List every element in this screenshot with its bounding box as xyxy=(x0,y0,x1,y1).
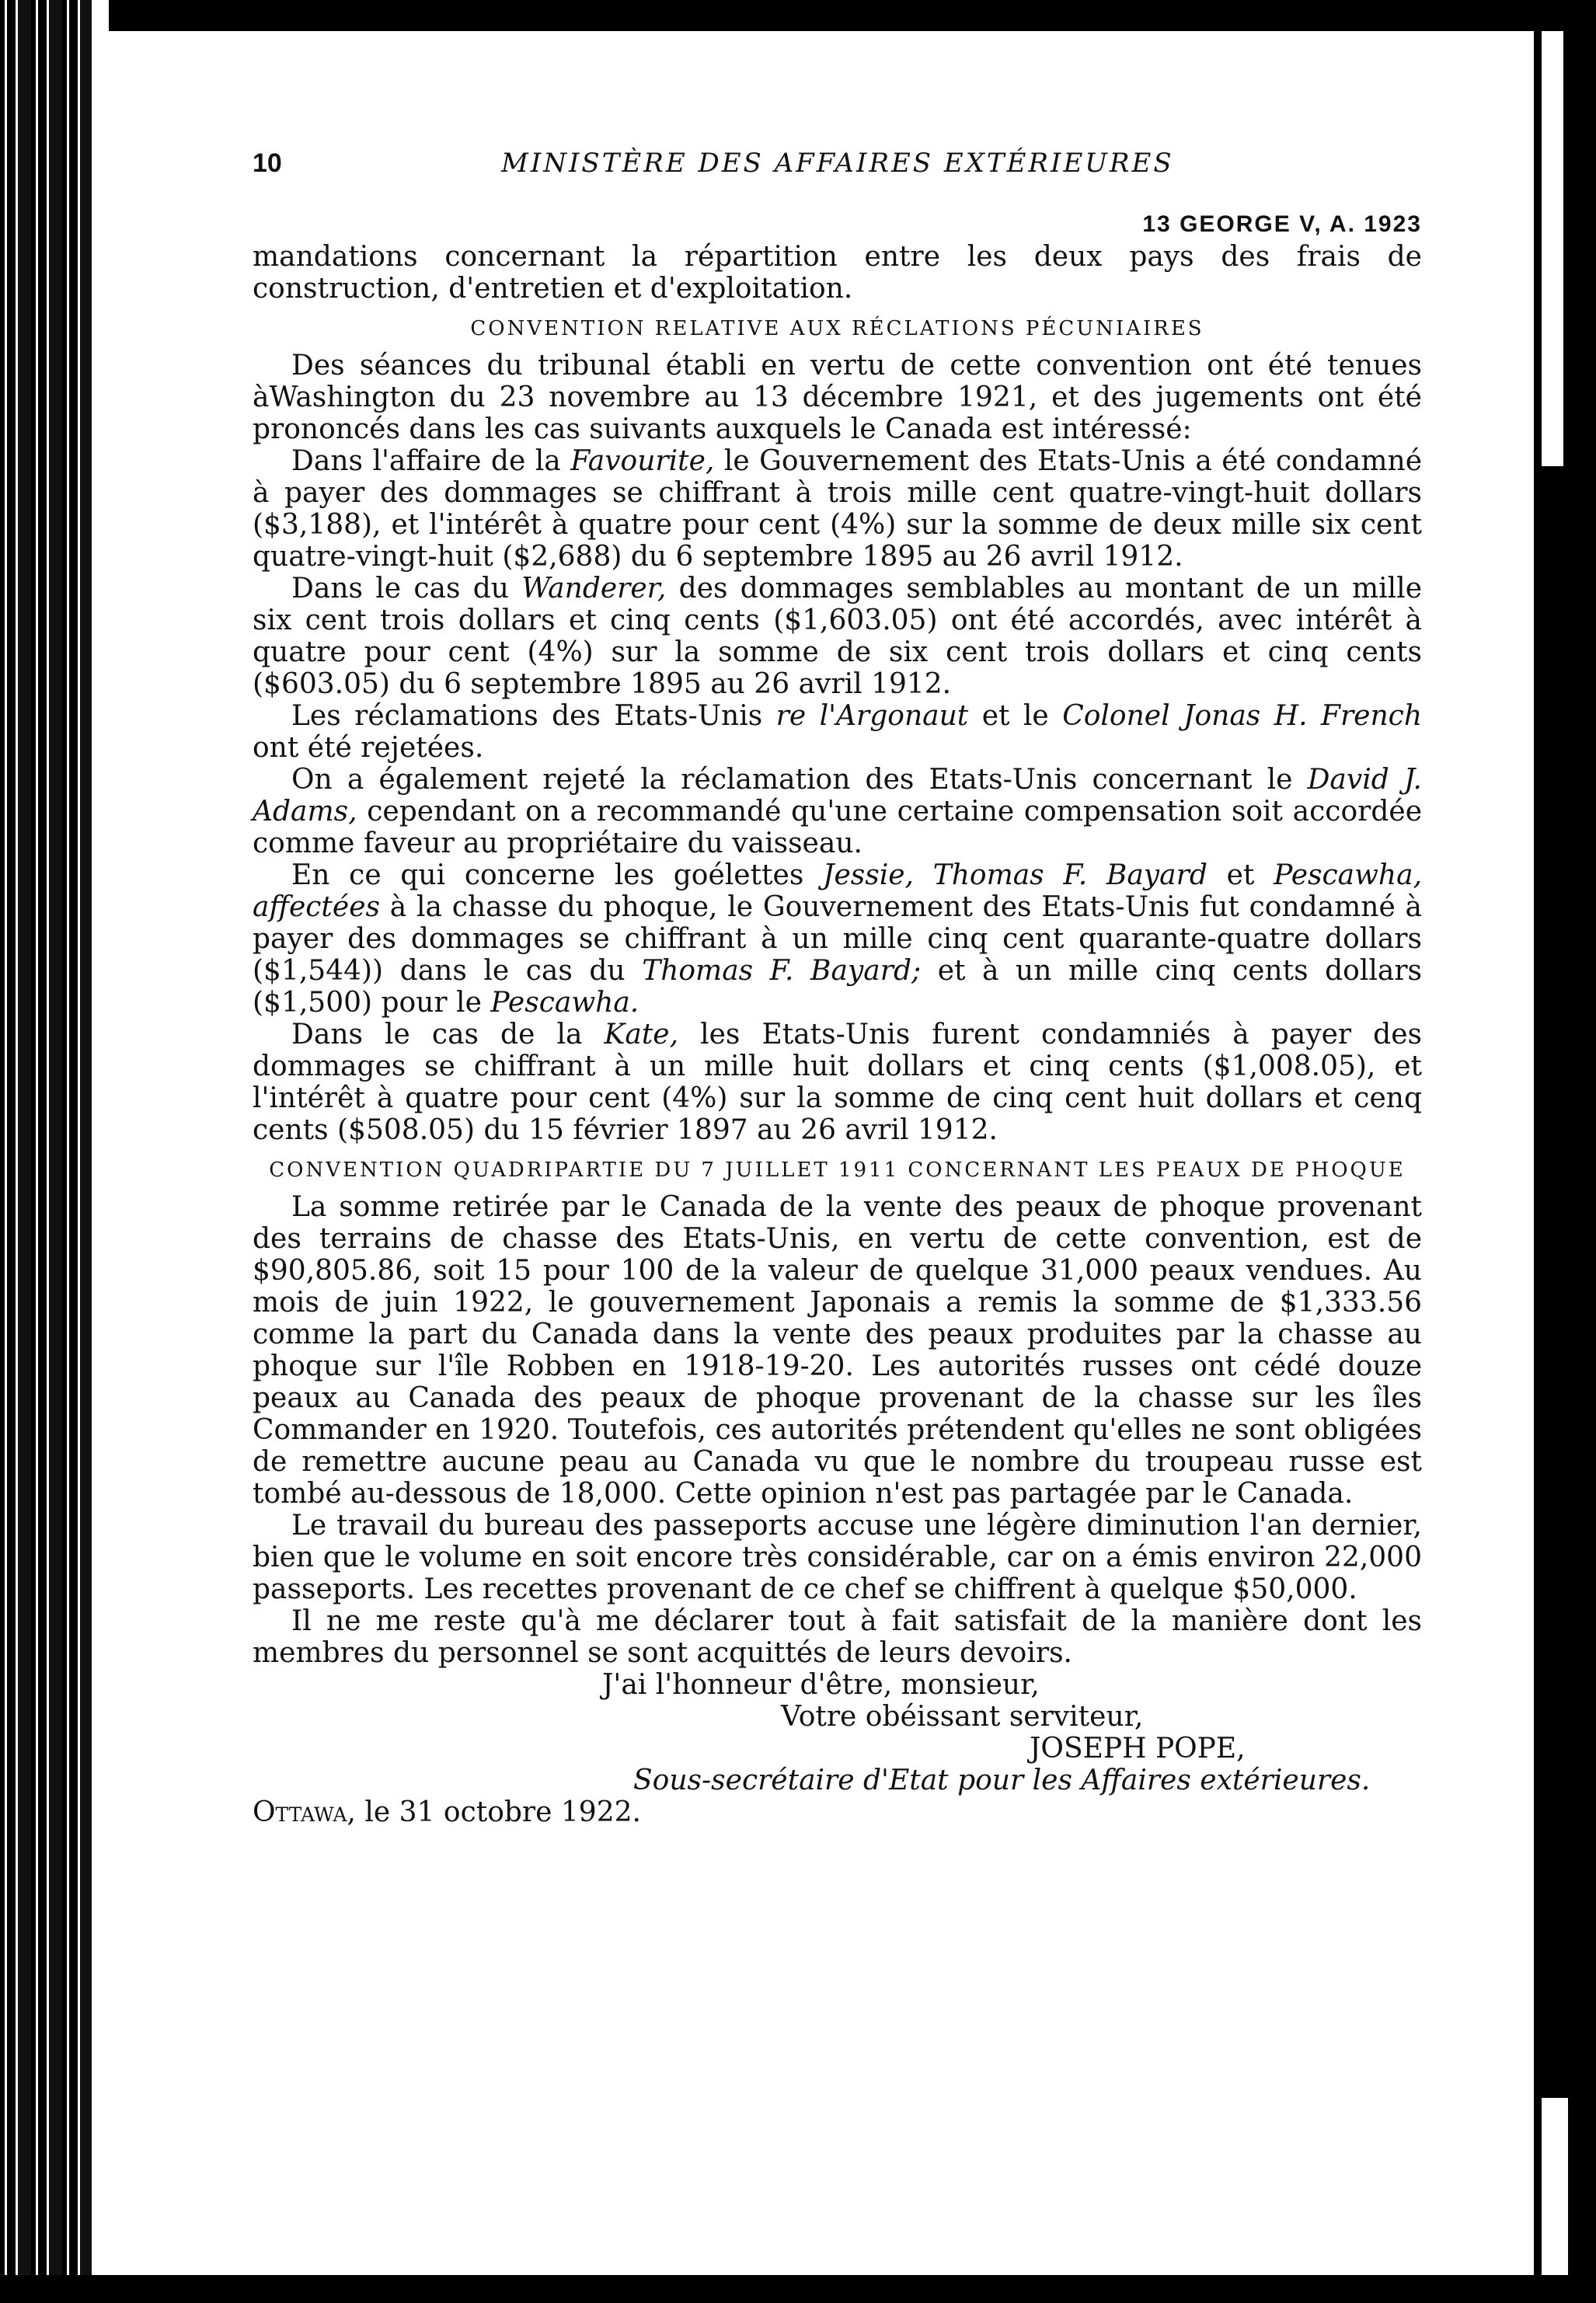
ship-name-argonaut: re l'Argonaut xyxy=(775,700,969,732)
text: et à un mille cinq cents dollars ($1,500) pour le xyxy=(253,955,1422,1019)
closing-line: J'ai l'honneur d'être, monsieur, xyxy=(602,1669,1040,1701)
paragraph-passports: Le travail du bureau des passeports accuse une légère diminution l'an dernier, bien que le volume en soit encore très considérable, car on a émis environ 22,000 passeports. Les recettes provenant de ce chef se chiffrent à quelque $50,000. xyxy=(253,1510,1422,1605)
document-page xyxy=(253,148,1422,1828)
scan-border-right xyxy=(1534,0,1596,2303)
running-title: MINISTÈRE DES AFFAIRES EXTÉRIEURES xyxy=(501,148,1174,179)
dateline xyxy=(253,1796,1422,1828)
paragraph-staff: Il ne me reste qu'à me déclarer tout à fait satisfait de la manière dont les membres du personnel se sont acquittés de leurs devoirs. xyxy=(253,1605,1422,1669)
signature-block xyxy=(253,1669,1422,1796)
section-heading-seal-skins: CONVENTION QUADRIPARTIE DU 7 JUILLET 1911 CONCERNANT LES PEAUX DE PHOQUE xyxy=(269,1158,1406,1182)
text: cependant on a recommandé qu'une certaine compensation soit accordée comme faveur au propriétaire du vaisseau. xyxy=(253,796,1422,859)
scan-binding-left xyxy=(0,0,109,2303)
ship-name-colonel-jonas-h-french: Colonel Jonas H. French xyxy=(1062,700,1423,732)
text: Les réclamations des Etats-Unis xyxy=(291,700,776,732)
scan-border-top xyxy=(0,0,1596,31)
section-heading-claims: CONVENTION RELATIVE AUX RÉCLATIONS PÉCUNIAIRES xyxy=(470,317,1204,340)
text: des dommages semblables au montant de un mille six cent trois dollars et cinq cents ($1,603.05) ont été accordés, avec intérêt à quatre pour cent (4%) sur la somme de six cent trois dollars et cinq cents ($603.05) du 6 septembre 1895 au 26 avril 1912. xyxy=(253,573,1422,700)
paragraph-wanderer xyxy=(253,573,1422,700)
text: et xyxy=(1207,859,1274,891)
paragraph-favourite xyxy=(253,445,1422,573)
text: Dans l'affaire de la xyxy=(291,445,571,477)
ship-names: Jessie, Thomas F. Bayard xyxy=(823,859,1207,891)
ship-name-wanderer: Wanderer, xyxy=(521,573,667,604)
paragraph-continued: mandations concernant la répartition entre les deux pays des frais de construction, d'entretien et d'exploitation. xyxy=(253,241,1422,305)
ship-name-david-j-adams: David J. Adams, xyxy=(253,764,1423,827)
text: Dans le cas de la xyxy=(291,1019,605,1050)
dateline-place: Ottawa, xyxy=(253,1796,356,1828)
servant-line: Votre obéissant serviteur, xyxy=(781,1701,1144,1733)
running-header xyxy=(253,148,1422,202)
paragraph-schooners xyxy=(253,859,1422,1019)
paragraph-kate xyxy=(253,1019,1422,1146)
ship-name-pescawha: Pescawha, affectées xyxy=(253,859,1423,923)
ship-name-kate: Kate, xyxy=(604,1019,679,1050)
ship-name-favourite: Favourite, xyxy=(570,445,715,477)
text: En ce qui concerne les goélettes xyxy=(291,859,824,891)
signatory-name: JOSEPH POPE, xyxy=(1030,1733,1246,1765)
paragraph-david-j-adams xyxy=(253,764,1422,859)
ship-name-thomas-f-bayard: Thomas F. Bayard; xyxy=(642,955,922,987)
paragraph-argonaut xyxy=(253,700,1422,764)
text: et le xyxy=(968,700,1063,732)
text: ont été rejetées. xyxy=(253,732,484,764)
paragraph-tribunal: Des séances du tribunal établi en vertu de cette convention ont été tenues àWashington du 23 novembre au 13 décembre 1921, et des jugements ont été prononcés dans les cas suivants auxquels le Canada est intéressé: xyxy=(253,350,1422,445)
text: le Gouvernement des Etats-Unis a été condamné à payer des dommages se chiffrant à trois mille cent quatre-vingt-huit dollars ($3,188), et l'intérêt à quatre pour cent (4%) sur la somme de deux mille six cent quatre-vingt-huit ($2,688) du 6 septembre 1895 au 26 avril 1912. xyxy=(253,445,1422,573)
signatory-title: Sous-secrétaire d'Etat pour les Affaires extérieures. xyxy=(633,1765,1371,1796)
text: les Etats-Unis furent condamniés à payer des dommages se chiffrant à un mille huit dollars et cinq cents ($1,008.05), et l'intérêt à quatre pour cent (4%) sur la somme de cinq cent huit dollars et cenq cents ($508.05) du 15 février 1897 au 26 avril 1912. xyxy=(253,1019,1422,1146)
scan-border-bottom xyxy=(0,2275,1596,2303)
text: On a également rejeté la réclamation des Etats-Unis concernant le xyxy=(291,764,1308,796)
text: Dans le cas du xyxy=(291,573,522,604)
page-number: 10 xyxy=(253,148,282,178)
paragraph-seal-skins: La somme retirée par le Canada de la vente des peaux de phoque provenant des terrains de chasse des Etats-Unis, en vertu de cette convention, est de $90,805.86, soit 15 pour 100 de la valeur de quelque 31,000 peaux vendues. Au mois de juin 1922, le gouvernement Japonais a remis la somme de $1,333.56 comme la part du Canada dans la vente des peaux produites par la chasse au phoque sur l'île Robben en 1918-19-20. Les autorités russes ont cédé douze peaux au Canada des peaux de phoque provenant de la chasse sur les îles Commander en 1920. Toutefois, ces autorités prétendent qu'elles ne sont obligées de remettre aucune peau au Canada vu que le nombre du troupeau russe est tombé au-dessous de 18,000. Cette opinion n'est pas partagée par le Canada. xyxy=(253,1191,1422,1510)
text: à la chasse du phoque, le Gouvernement des Etats-Unis fut condamné à payer des dommages se chiffrant à un mille cinq cent quarante-quatre dollars ($1,544)) dans le cas du xyxy=(253,891,1422,987)
session-label: 13 GEORGE V, A. 1923 xyxy=(1142,211,1422,237)
dateline-date: le 31 octobre 1922. xyxy=(355,1796,641,1828)
ship-name-pescawha: Pescawha. xyxy=(490,987,639,1019)
